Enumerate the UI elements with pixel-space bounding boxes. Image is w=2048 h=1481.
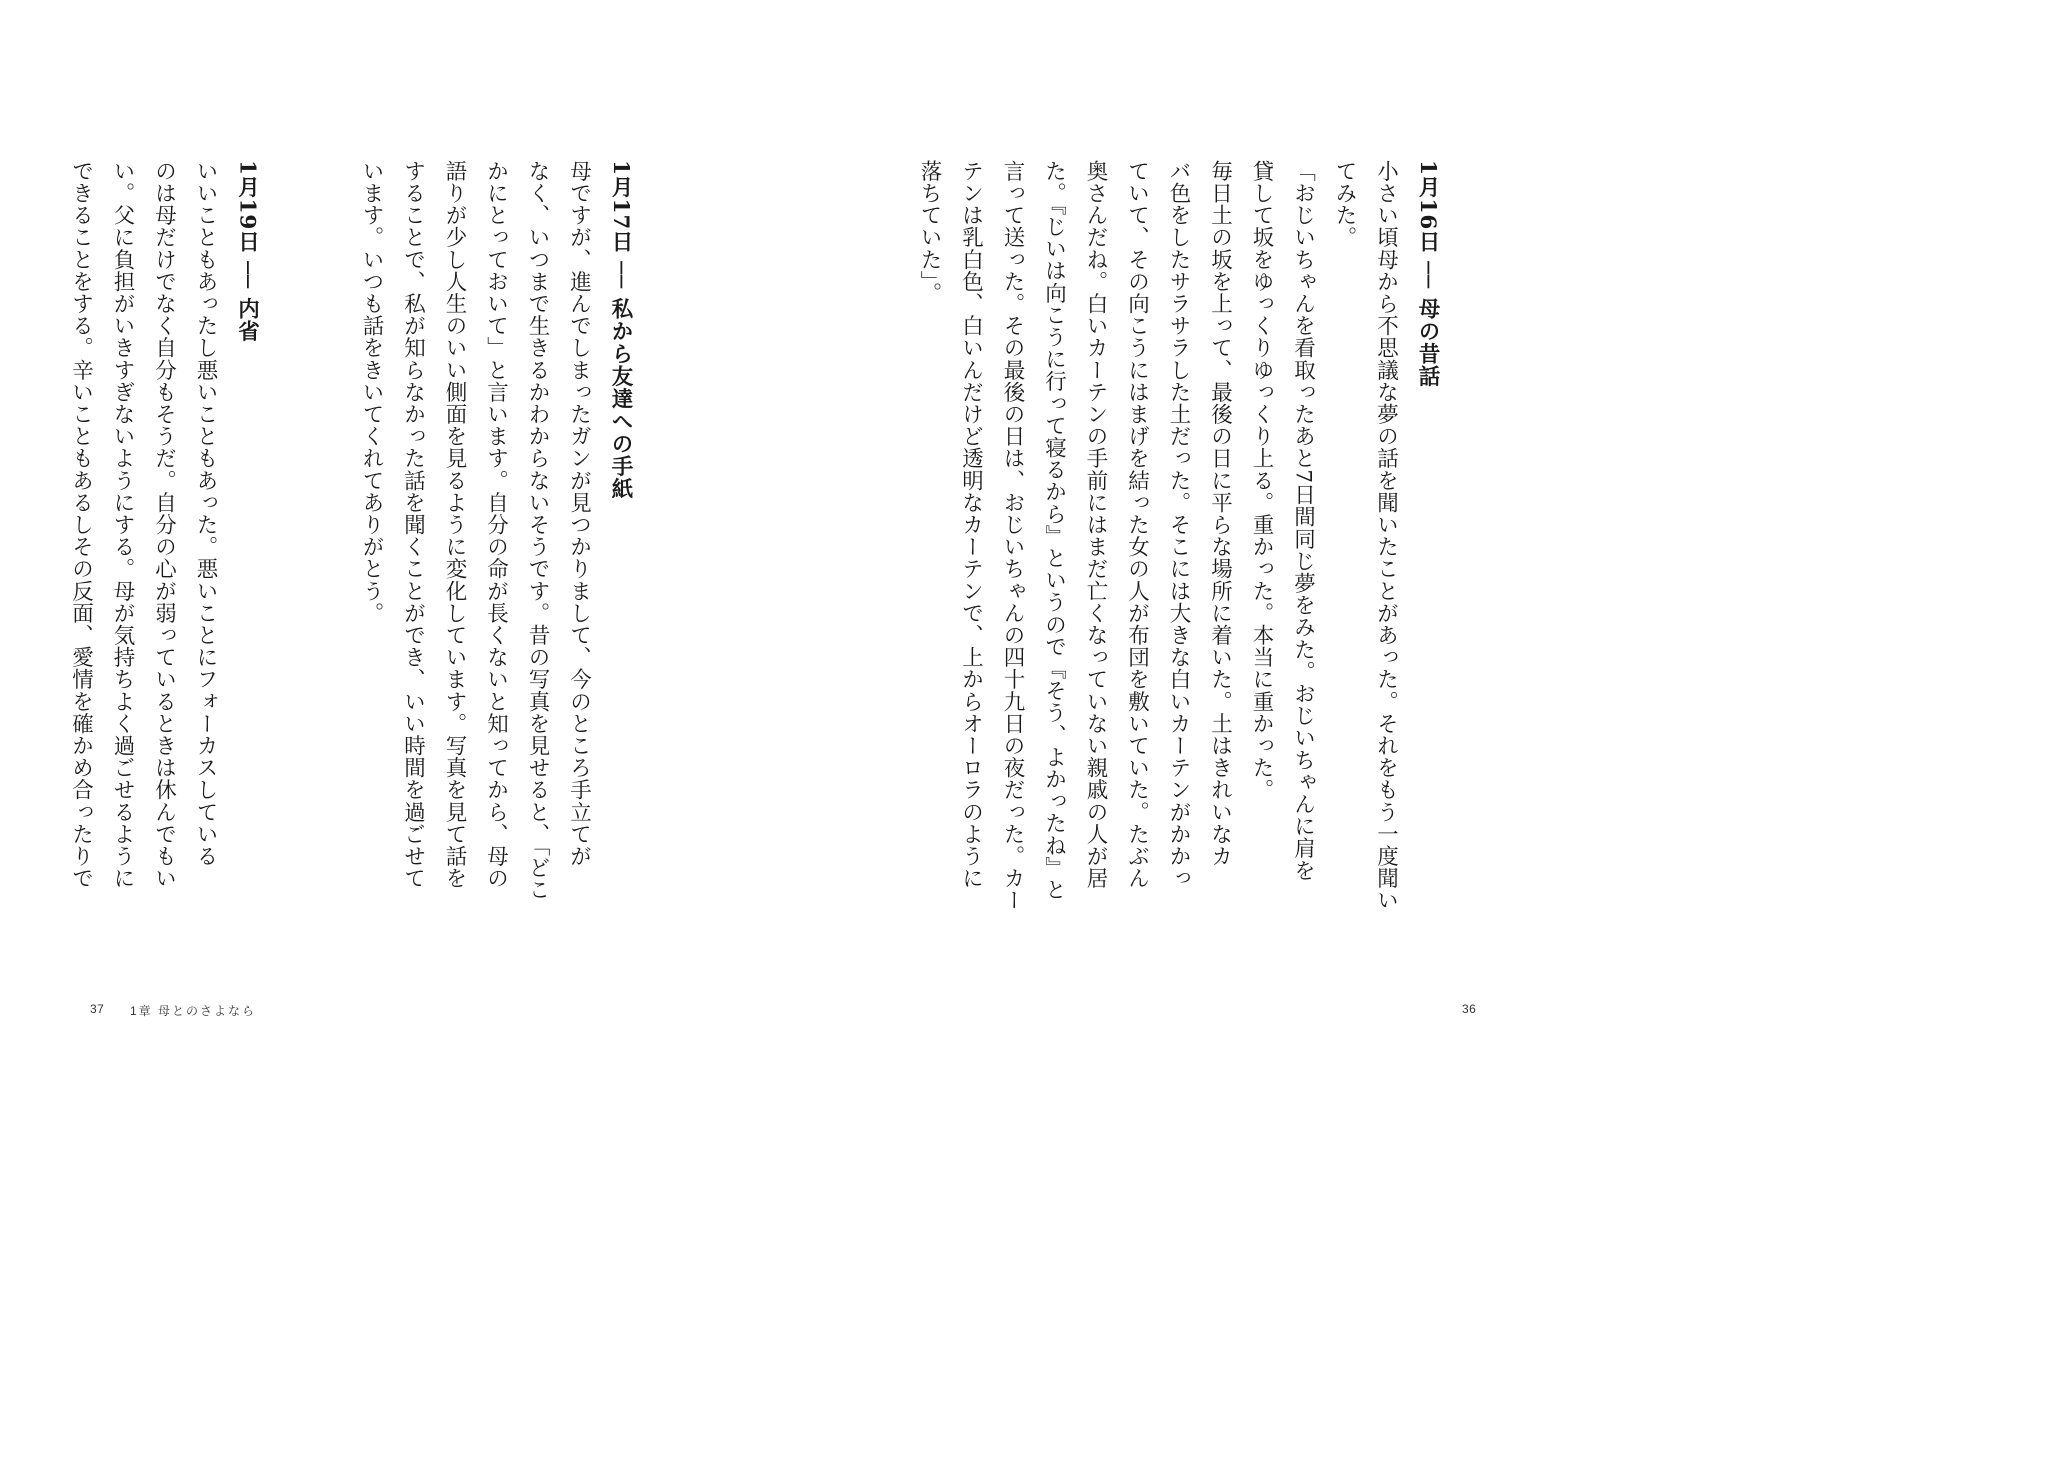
body-line: 奥さんだね。白いカーテンの手前にはまだ亡くなっていない親戚の人が居 [1083,160,1108,890]
body-line: 小さい頃母から不思議な夢の話を聞いたことがあった。それをもう一度聞い [1373,160,1399,912]
body-line: することで、私が知らなかった話を聞くことができ、いい時間を過ごせて [400,160,426,890]
body-line: 語りが少し人生のいい側面を見るように変化しています。写真を見て話を [442,160,467,890]
section-spacer [268,160,310,860]
left-page [0,0,776,1123]
left-page-body [60,160,641,901]
entry-heading-jan17: 1月17日 ── 私から友達への手紙 [608,160,633,501]
body-line: いいこともあったし悪いこともあった。悪いことにフォーカスしている [193,160,218,868]
body-line: できることをする。辛いこともあるしその反面、愛情を確かめ合ったりで [68,160,94,890]
section-spacer [309,160,351,860]
page-number-left: 37 [90,1002,105,1016]
body-line: なく、いつまで生きるかわからないそうです。昔の写真を見せると、「どこ [525,160,550,901]
body-line: た。『じいは向こうに行って寝るから』というので『そう、よかったね』と [1041,160,1067,901]
entry-heading-jan16: 1月16日 ── 母の昔話 [1415,160,1440,388]
running-head-chapter: 1章 母とのさよなら [130,1004,257,1018]
entry-heading-jan19: 1月19日 ── 内省 [234,160,260,343]
body-line: 「おじいちゃんを看取ったあと7日間同じ夢をみた。おじいちゃんに肩を [1290,160,1316,882]
body-line: います。いつも話をきいてくれてありがとう。 [359,160,384,625]
body-line: バ色をしたサラサラした土だった。そこには大きな白いカーテンがかかっ [1166,160,1191,890]
body-line: 貸して坂をゆっくりゆっくり上る。重かった。本当に重かった。 [1249,160,1274,801]
body-line: 落ちていた」。 [917,160,942,304]
body-line: 母ですが、進んでしまったガンが見つかりまして、今のところ手立てが [566,160,592,868]
body-line: のは母だけでなく自分もそうだ。自分の心が弱っているときは休んでもい [151,160,177,890]
body-line: い。父に負担がいきすぎないようにする。母が気持ちよく過ごせるように [110,160,135,890]
body-line: テンは乳白色、白いんだけど透明なカーテンで、上からオーロラのように [958,160,984,890]
body-line: 毎日土の坂を上って、最後の日に平らな場所に着いた。土はきれいなカ [1207,160,1233,868]
body-line: てみた。 [1332,160,1357,249]
body-line: 言って送った。その最後の日は、おじいちゃんの四十九日の夜だった。カー [1000,160,1025,912]
body-line: かにとっておいて」と言います。自分の命が長くないと知ってから、母の [483,160,509,890]
body-line: ていて、その向こうにはまげを結った女の人が布団を敷いていた。たぶん [1124,160,1150,890]
right-page-body [909,160,1449,912]
right-page [776,0,1553,1123]
page-number-right: 36 [1462,1002,1477,1016]
